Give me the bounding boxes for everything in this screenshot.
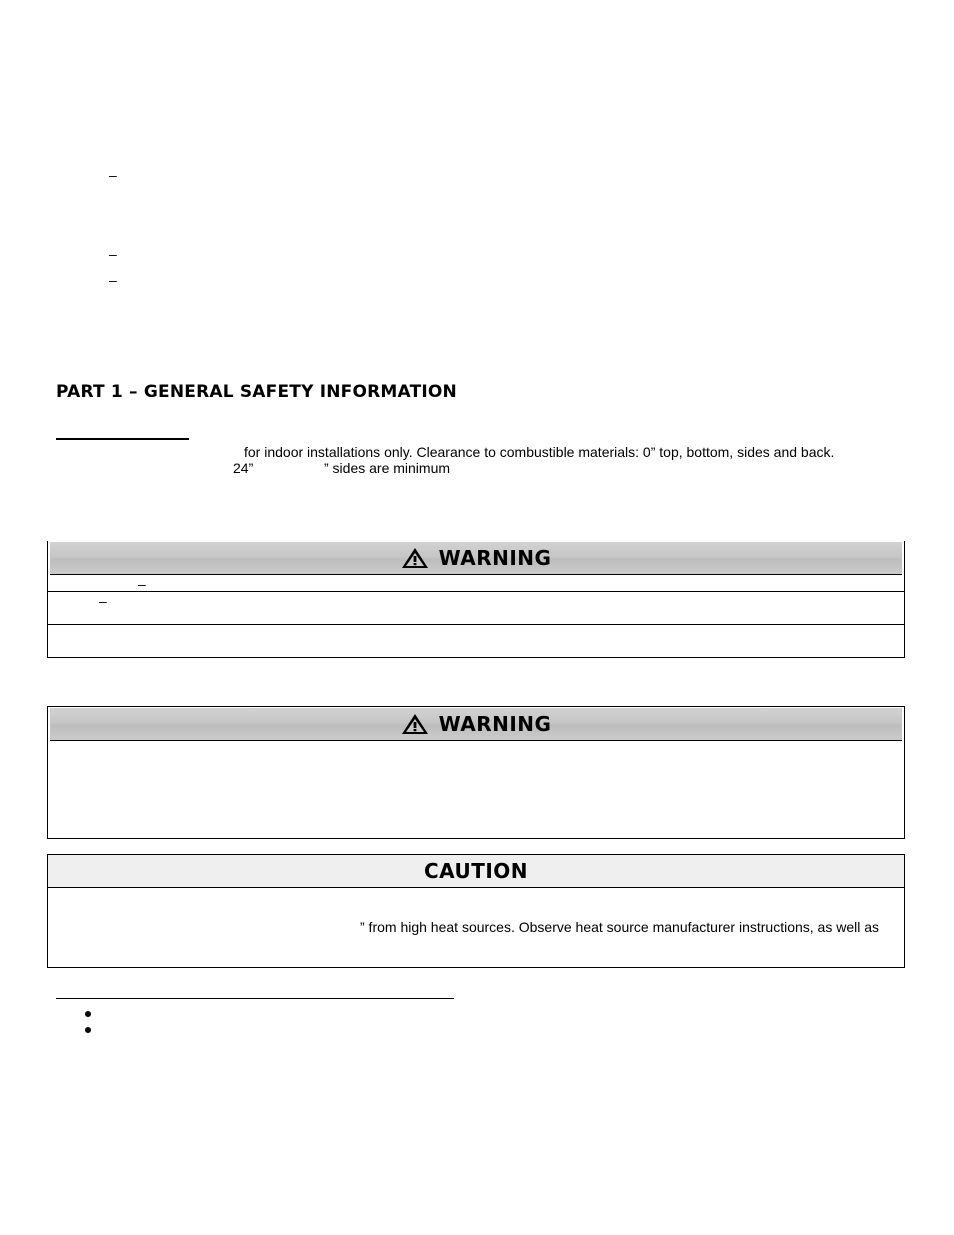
warning-row	[48, 575, 904, 592]
caution-title: CAUTION	[423, 859, 529, 883]
clearance-text-a: 24”	[233, 460, 254, 476]
warning-box-1	[47, 541, 905, 658]
dash-mark: –	[99, 593, 107, 609]
warning-box-2	[47, 706, 905, 839]
warning-title: WARNING	[438, 546, 552, 570]
dash-mark: –	[109, 272, 117, 288]
warning-row	[48, 592, 904, 625]
clearance-text: for indoor installations only. Clearance to combustible materials: 0” top, bottom, sides and back.	[244, 444, 835, 460]
dash-mark: –	[109, 167, 117, 183]
clearance-text-b: ” sides are minimum	[324, 460, 451, 476]
subheading-underline	[56, 998, 454, 999]
dash-mark: –	[109, 246, 117, 262]
caution-header	[48, 855, 904, 888]
warning-title: WARNING	[438, 712, 552, 736]
warning-row	[48, 625, 904, 657]
bullet-point	[85, 1011, 91, 1017]
warning-triangle-icon	[401, 547, 429, 569]
bullet-point	[85, 1027, 91, 1033]
dash-mark: –	[138, 576, 146, 592]
warning-triangle-icon	[401, 713, 429, 735]
subheading-underline	[56, 438, 189, 440]
caution-box	[47, 854, 905, 968]
warning-header	[50, 708, 902, 741]
caution-text: ” from high heat sources. Observe heat source manufacturer instructions, as well as	[360, 919, 880, 935]
section-title: PART 1 – GENERAL SAFETY INFORMATION	[56, 382, 457, 402]
warning-header	[50, 542, 902, 575]
